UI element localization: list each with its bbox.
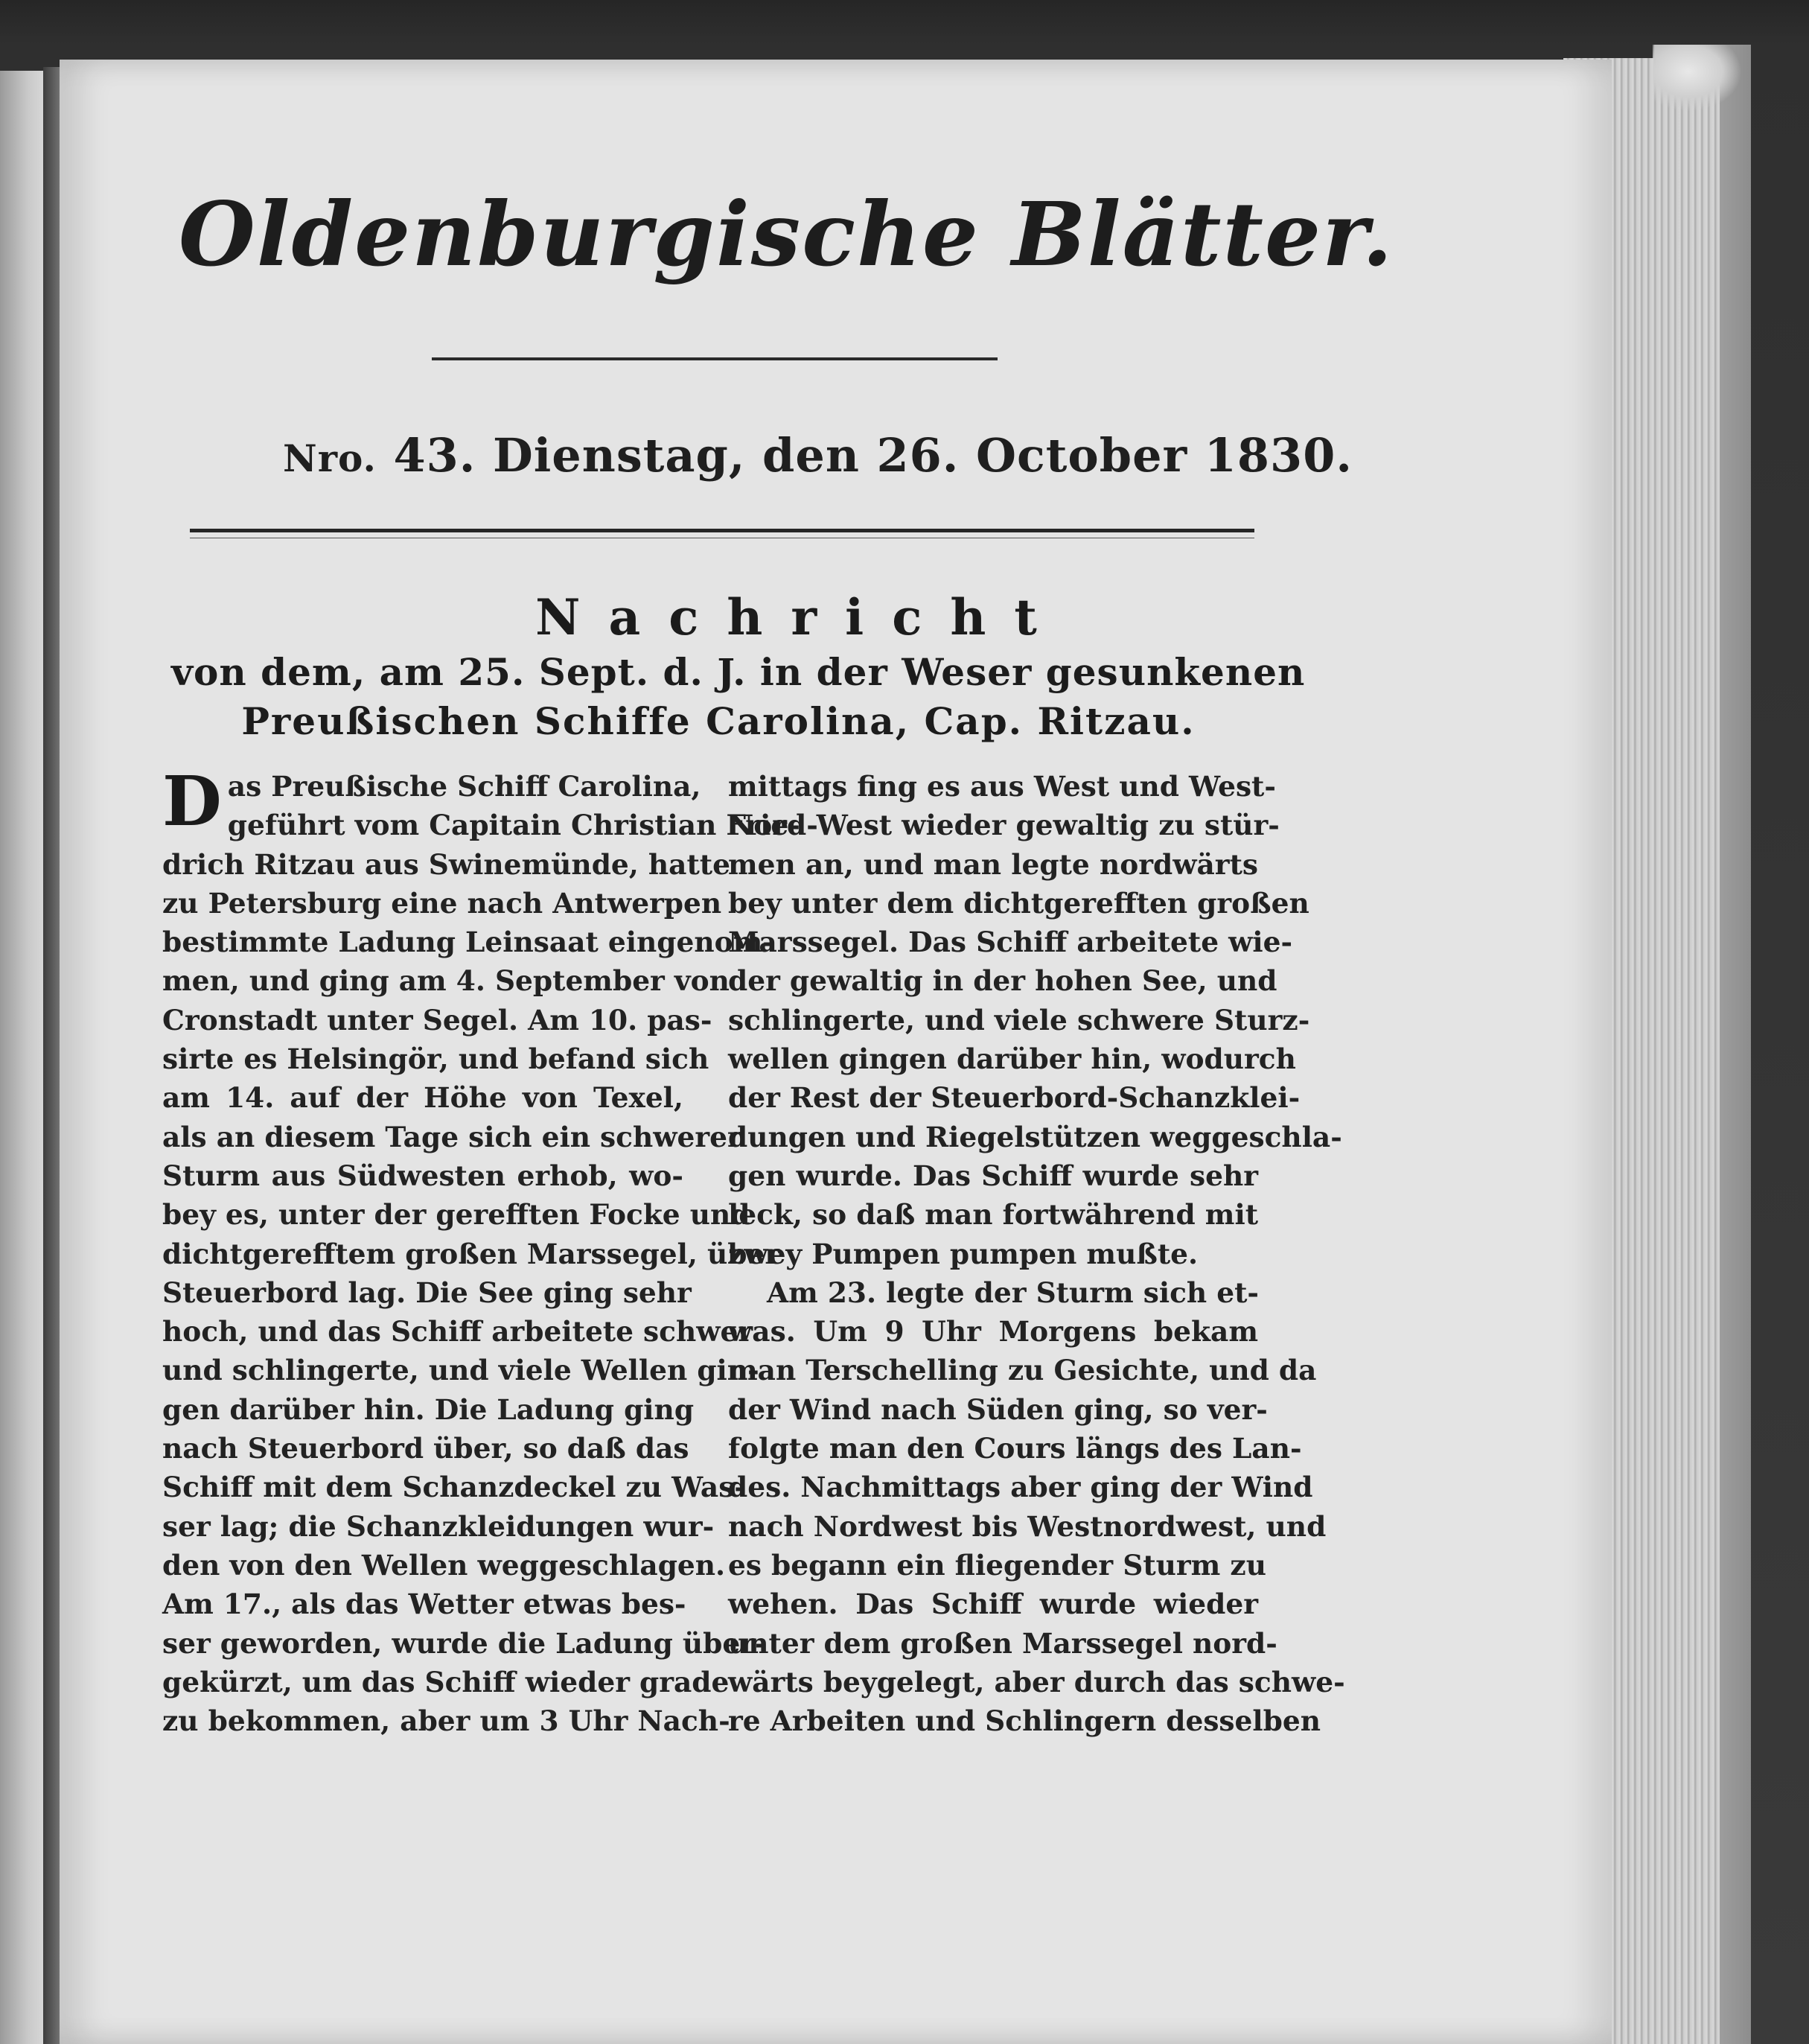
article-column-right [728,767,1345,1740]
column-line: als an diesem Tage sich ein schwerer [162,1120,742,1153]
column-line: zwey Pumpen pumpen mußte. [728,1237,1199,1270]
torn-corner [1653,45,1742,112]
column-line: hoch, und das Schiff arbeitete schwer [162,1315,753,1349]
column-line: bey unter dem dichtgerefften großen [728,886,1309,920]
column-line: dichtgerefftem großen Marssegel, über [162,1237,780,1270]
column-line: Marssegel. Das Schiff arbeitete wie- [728,926,1293,959]
column-line: unter dem großen Marssegel nord- [728,1626,1277,1660]
column-line: wellen gingen darüber hin, wodurch [728,1042,1296,1076]
column-line: gen wurde. Das Schiff wurde sehr [728,1159,1258,1192]
column-line: bestimmte Ladung Leinsaat eingenom- [162,926,774,959]
column-line: den von den Wellen weggeschlagen. [162,1548,726,1582]
facing-page-edge [0,71,46,2044]
column-line: Am 23. legte der Sturm sich et- [767,1276,1259,1309]
column-line: leck, so daß man fortwährend mit [728,1198,1259,1232]
column-line: was. Um 9 Uhr Morgens bekam [728,1315,1258,1349]
column-line: des. Nachmittags aber ging der Wind [728,1471,1313,1504]
column-line: Schiff mit dem Schanzdeckel zu Was- [162,1471,746,1504]
column-line: dungen und Riegelstützen weggeschla- [728,1120,1342,1153]
column-line: gekürzt, um das Schiff wieder grade [162,1665,730,1698]
column-line: re Arbeiten und Schlingern desselben [728,1704,1321,1738]
column-line: ser lag; die Schanzkleidungen wur- [162,1509,715,1543]
masthead-title: Oldenburgische Blätter. [179,182,1394,286]
column-line: man Terschelling zu Gesichte, und da [728,1354,1317,1387]
column-line: as Preußische Schiff Carolina, [227,770,701,803]
column-line: am 14. auf der Höhe von Texel, [162,1081,683,1115]
column-line: folgte man den Cours längs des Lan- [728,1432,1302,1465]
issue-number-prefix: Nro. [283,436,377,480]
article-subheading-line-2: Preußischen Schiffe Carolina, Cap. Ritzau. [241,699,1196,743]
column-line: und schlingerte, und viele Wellen gin- [162,1354,759,1387]
column-line: nach Steuerbord über, so daß das [162,1432,689,1465]
column-line: zu Petersburg eine nach Antwerpen [162,886,722,920]
drop-cap: D [162,761,222,841]
column-line: der gewaltig in der hohen See, und [728,964,1277,998]
column-line: gen darüber hin. Die Ladung ging [162,1392,695,1426]
column-line: der Wind nach Süden ging, so ver- [728,1392,1268,1426]
column-line: men, und ging am 4. September von [162,964,730,998]
column-line: sirte es Helsingör, und befand sich [162,1042,709,1076]
column-line: Cronstadt unter Segel. Am 10. pas- [162,1003,712,1037]
article-column-left [162,761,800,1740]
column-line: wehen. Das Schiff wurde wieder [728,1588,1258,1621]
issue-date-text: 43. Dienstag, den 26. October 1830. [393,428,1353,483]
column-line: zu bekommen, aber um 3 Uhr Nach- [162,1704,730,1738]
article-subheading [171,648,1306,746]
column-line: drich Ritzau aus Swinemünde, hatte [162,847,730,881]
article-heading: Nachricht [535,588,1065,646]
column-line: schlingerte, und viele schwere Sturz- [728,1003,1310,1037]
column-line: wärts beygelegt, aber durch das schwe- [728,1665,1345,1698]
column-line: nach Nordwest bis Westnordwest, und [728,1509,1327,1543]
column-line: mittags fing es aus West und West- [728,770,1276,803]
masthead-rule [432,357,998,360]
column-line: Sturm aus Südwesten erhob, wo- [162,1159,683,1192]
column-line: bey es, unter der gerefften Focke und [162,1198,750,1232]
column-line: Nord-West wieder gewaltig zu stür- [728,809,1280,842]
issue-line [283,428,1353,483]
column-line: es begann ein fliegender Sturm zu [728,1548,1266,1582]
column-line: der Rest der Steuerbord-Schanzklei- [728,1081,1301,1115]
column-line: ser geworden, wurde die Ladung über- [162,1626,767,1660]
column-line: men an, und man legte nordwärts [728,847,1258,881]
issue-rule [190,529,1254,532]
article-subheading-line-1: von dem, am 25. Sept. d. J. in der Weser gesunkenen [171,650,1306,694]
column-line: Steuerbord lag. Die See ging sehr [162,1276,692,1309]
column-line: geführt vom Capitain Christian Frie- [227,809,800,842]
column-line: Am 17., als das Wetter etwas bes- [162,1588,686,1621]
